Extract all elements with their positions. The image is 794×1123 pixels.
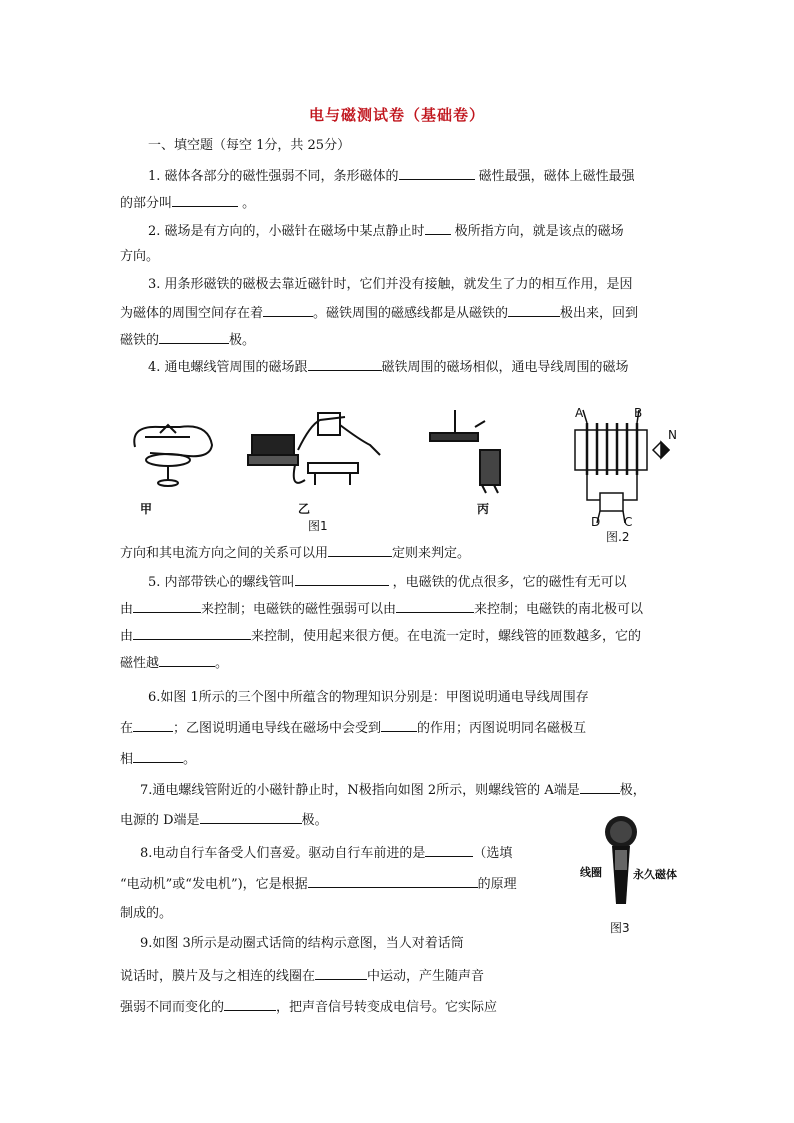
q6-blank-2[interactable] [381, 718, 417, 732]
q5-blank-5[interactable] [159, 653, 215, 667]
question-8-line-2 [120, 874, 517, 894]
q8-text-b: （选填 [473, 846, 513, 861]
question-9-line-3 [120, 997, 497, 1017]
fig1-label-jia: 甲 [140, 502, 153, 516]
q4-blank-2[interactable] [328, 543, 392, 557]
question-6-line-3 [120, 749, 196, 769]
question-5-line-4 [120, 653, 228, 673]
q8-text-a: 8.电动自行车备受人们喜爱。驱动自行车前进的是 [140, 846, 426, 861]
q6-text-d: 相 [120, 752, 134, 767]
q5-blank-4[interactable] [133, 626, 251, 640]
q6-blank-1[interactable] [133, 718, 173, 732]
fig1-label-bing: 丙 [477, 502, 490, 516]
fig2-label-b: B [634, 406, 643, 420]
q6-blank-3[interactable] [133, 749, 183, 763]
q1-text-a: 1. 磁体各部分的磁性强弱不同，条形磁体的 [148, 169, 399, 184]
q7-blank-1[interactable] [580, 780, 620, 794]
question-5-line-2 [120, 599, 643, 619]
q3-text-d: 磁铁的 [120, 333, 160, 348]
q3-text-b: 。磁铁周围的磁感线都是从磁铁的 [313, 306, 509, 321]
q1-text-b: 磁性最强，磁体上磁性最强 [474, 169, 635, 184]
fig2-label-n: N [668, 428, 677, 442]
fig1-label-yi: 乙 [298, 502, 311, 516]
q8-text-d: 的原理 [477, 877, 517, 892]
q3-blank-2[interactable] [508, 303, 560, 317]
q9-text-d: ，把声音信号转变成电信号。它实际应 [276, 1000, 498, 1015]
q5-blank-2[interactable] [133, 599, 201, 613]
question-9-line-2 [120, 966, 484, 986]
question-2-line-1 [148, 221, 624, 241]
fig2-caption: 图.2 [606, 530, 630, 544]
fig2-label-d: D [591, 515, 601, 529]
q4-text-d: 定则来判定。 [392, 546, 471, 561]
q4-text-b: 磁铁周围的磁场相似，通电导线周围的磁场 [381, 360, 629, 375]
q4-text-a: 4. 通电螺线管周围的磁场跟 [148, 360, 308, 375]
q5-text-i: 。 [215, 656, 229, 671]
q7-text-c: 电源的 D端是 [120, 813, 200, 828]
q4-text-c: 方向和其电流方向之间的关系可以用 [120, 546, 329, 561]
question-3-line-1: 3. 用条形磁铁的磁极去靠近磁针时，它们并没有接触，就发生了力的相互作用，是因 [148, 277, 633, 292]
q7-text-d: 极。 [301, 813, 328, 828]
fig3-label-magnet: 永久磁体 [633, 868, 677, 881]
q5-text-e: 来控制；电磁铁的南北极可以 [474, 602, 644, 617]
q2-text-b: 极所指方向，就是该点的磁场 [450, 224, 624, 239]
q3-blank-1[interactable] [263, 303, 313, 317]
q2-blank-1[interactable] [425, 221, 451, 235]
question-5-line-1 [148, 572, 627, 592]
q7-blank-2[interactable] [200, 810, 302, 824]
q1-text-c: 的部分叫 [120, 196, 173, 211]
q5-text-d: 来控制；电磁铁的磁性强弱可以由 [201, 602, 397, 617]
question-6-line-1: 6.如图 1所示的三个图中所蕴含的物理知识分别是：甲图说明通电导线周围存 [148, 690, 589, 705]
question-2-line-2: 方向。 [120, 249, 160, 264]
question-9-line-1: 9.如图 3所示是动圈式话筒的结构示意图，当人对着话筒 [140, 936, 464, 951]
q1-blank-2[interactable] [172, 193, 238, 207]
question-1-line-1 [148, 166, 635, 186]
question-6-line-2 [120, 718, 586, 738]
page-title: 电与磁测试卷（基础卷） [308, 106, 485, 124]
q9-text-b: 中运动，产生随声音 [367, 969, 485, 984]
q8-blank-2[interactable] [308, 874, 478, 888]
fig1-caption: 图1 [308, 519, 328, 533]
q9-text-c: 强弱不同而变化的 [120, 1000, 225, 1015]
q5-text-a: 5. 内部带铁心的螺线管叫 [148, 575, 295, 590]
question-1-line-2 [120, 193, 255, 213]
q8-text-c: “电动机”或“发电机”)，它是根据 [120, 877, 308, 892]
q2-text-a: 2. 磁场是有方向的，小磁针在磁场中某点静止时 [148, 224, 425, 239]
q3-text-e: 极。 [229, 333, 256, 348]
figure-3-drawing [596, 812, 646, 907]
section-heading: 一、填空题（每空 1分，共 25分） [148, 138, 351, 153]
q5-text-c: 由 [120, 602, 134, 617]
question-3-line-3 [120, 330, 255, 350]
question-5-line-3 [120, 626, 641, 646]
q5-text-g: 来控制，使用起来很方便。在电流一定时，螺线管的匝数越多，它的 [251, 629, 642, 644]
fig3-caption: 图3 [610, 921, 630, 935]
q3-text-c: 极出来，回到 [560, 306, 639, 321]
question-7-line-2 [120, 810, 328, 830]
question-4-line-2 [120, 543, 470, 563]
question-3-line-2 [120, 303, 638, 323]
q5-text-h: 磁性越 [120, 656, 160, 671]
q8-blank-1[interactable] [425, 843, 473, 857]
q5-text-f: 由 [120, 629, 134, 644]
q5-blank-3[interactable] [396, 599, 474, 613]
q1-blank-1[interactable] [399, 166, 475, 180]
question-4-line-1 [148, 357, 629, 377]
q9-text-a: 说话时，膜片及与之相连的线圈在 [120, 969, 316, 984]
fig2-label-c: C [624, 515, 633, 529]
q6-text-e: 。 [183, 752, 197, 767]
q6-text-c: 的作用；丙图说明同名磁极互 [417, 721, 587, 736]
fig3-label-coil: 线圈 [580, 866, 602, 879]
question-8-line-1 [140, 843, 512, 863]
fig2-label-a: A [575, 406, 584, 420]
q7-text-b: 极， [619, 783, 646, 798]
q5-text-b: ，电磁铁的优点很多，它的磁性有无可以 [388, 575, 627, 590]
question-7-line-1 [140, 780, 646, 800]
q5-blank-1[interactable] [295, 572, 389, 586]
q9-blank-1[interactable] [315, 966, 367, 980]
q3-blank-3[interactable] [159, 330, 229, 344]
q4-blank-1[interactable] [308, 357, 382, 371]
q3-text-a: 为磁体的周围空间存在着 [120, 306, 264, 321]
question-8-line-3: 制成的。 [120, 906, 173, 921]
q6-text-b: ；乙图说明通电导线在磁场中会受到 [173, 721, 382, 736]
q7-text-a: 7.通电螺线管附近的小磁针静止时，N极指向如图 2所示，则螺线管的 A端是 [140, 783, 580, 798]
q9-blank-2[interactable] [224, 997, 276, 1011]
q1-text-d: 。 [238, 196, 256, 211]
q6-text-a: 在 [120, 721, 134, 736]
